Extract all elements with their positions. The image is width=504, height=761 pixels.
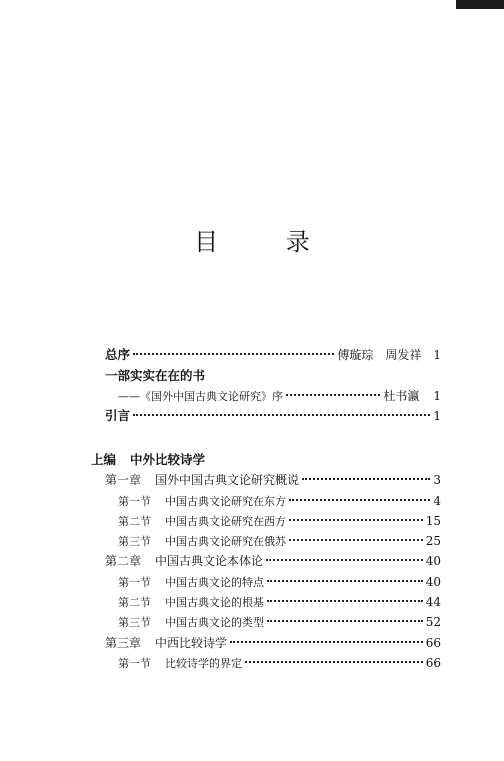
- chapter-label: 第二章: [105, 554, 142, 568]
- chapter-label: 第三章: [105, 636, 142, 650]
- toc-page: 1: [433, 409, 441, 423]
- toc-page: 25: [425, 534, 441, 548]
- section-title: 中国古典文论研究在俄苏: [165, 535, 286, 548]
- dot-leader: [133, 352, 334, 355]
- section-label: 第三节: [118, 535, 151, 548]
- toc-section[interactable]: [118, 572, 441, 592]
- toc-label: 一部实实在在的书: [105, 368, 206, 383]
- toc-entry-book-sub[interactable]: [118, 386, 441, 406]
- part-title: 中外比较诗学: [130, 452, 206, 467]
- toc-page: 66: [425, 656, 441, 670]
- part-heading[interactable]: [91, 450, 205, 468]
- section-title: 比较诗学的界定: [165, 657, 242, 670]
- toc-page: 1: [433, 348, 441, 362]
- toc-page: 40: [425, 554, 441, 568]
- dot-leader: [267, 579, 423, 582]
- section-label: 第一节: [118, 495, 151, 508]
- toc-page: 15: [425, 514, 441, 528]
- toc-author: 杜书瀛: [383, 389, 420, 403]
- toc-label: 总序: [105, 347, 131, 362]
- dot-leader: [289, 518, 423, 521]
- dot-leader: [289, 498, 430, 501]
- chapter-label: 第一章: [105, 473, 142, 487]
- dot-leader: [302, 477, 430, 480]
- toc-page: 3: [433, 473, 441, 487]
- toc-page: 4: [433, 494, 441, 508]
- toc-section[interactable]: [118, 592, 441, 612]
- toc-page: 52: [425, 615, 441, 629]
- toc-chapter[interactable]: [105, 633, 441, 653]
- section-label: 第二节: [118, 596, 151, 609]
- dot-leader: [133, 413, 430, 416]
- toc-entry-intro[interactable]: [105, 406, 441, 426]
- toc-page: 1: [433, 389, 441, 403]
- toc-page: 40: [425, 575, 441, 589]
- toc-authors: 傅璇琮 周发祥: [337, 348, 422, 362]
- dot-leader: [267, 619, 423, 622]
- dot-leader: [230, 640, 423, 643]
- dot-leader: [245, 660, 423, 663]
- toc-chapter[interactable]: [105, 470, 441, 490]
- toc-section[interactable]: [118, 491, 441, 511]
- dot-leader: [267, 599, 423, 602]
- section-title: 中国古典文论的根基: [165, 596, 264, 609]
- chapter-title: 中国古典文论本体论: [155, 554, 264, 568]
- page-title: 目 录: [194, 228, 340, 256]
- toc-section[interactable]: [118, 653, 441, 673]
- toc-section[interactable]: [118, 612, 441, 632]
- dot-leader: [286, 393, 380, 396]
- section-label: 第二节: [118, 515, 151, 528]
- toc-chapter[interactable]: [105, 551, 441, 571]
- toc-entry-book-heading[interactable]: [105, 366, 441, 386]
- toc-label: 引言: [105, 408, 131, 423]
- toc-section[interactable]: [118, 511, 441, 531]
- section-label: 第三节: [118, 616, 151, 629]
- toc-page: 44: [425, 595, 441, 609]
- section-title: 中国古典文论研究在西方: [165, 515, 286, 528]
- section-label: 第一节: [118, 657, 151, 670]
- chapter-title: 中西比较诗学: [155, 636, 228, 650]
- section-title: 中国古典文论的特点: [165, 576, 264, 589]
- section-title: 中国古典文论研究在东方: [165, 495, 286, 508]
- section-title: 中国古典文论的类型: [165, 616, 264, 629]
- dot-leader: [289, 538, 423, 541]
- section-label: 第一节: [118, 576, 151, 589]
- chapter-title: 国外中国古典文论研究概说: [155, 473, 300, 487]
- toc-entry-preface[interactable]: [105, 345, 441, 365]
- toc-section[interactable]: [118, 531, 441, 551]
- part-label: 上编: [91, 452, 117, 467]
- page-edge-mark: [456, 0, 504, 9]
- toc-page: 66: [425, 636, 441, 650]
- toc-label: ——《国外中国古典文论研究》序: [118, 390, 283, 403]
- dot-leader: [266, 558, 423, 561]
